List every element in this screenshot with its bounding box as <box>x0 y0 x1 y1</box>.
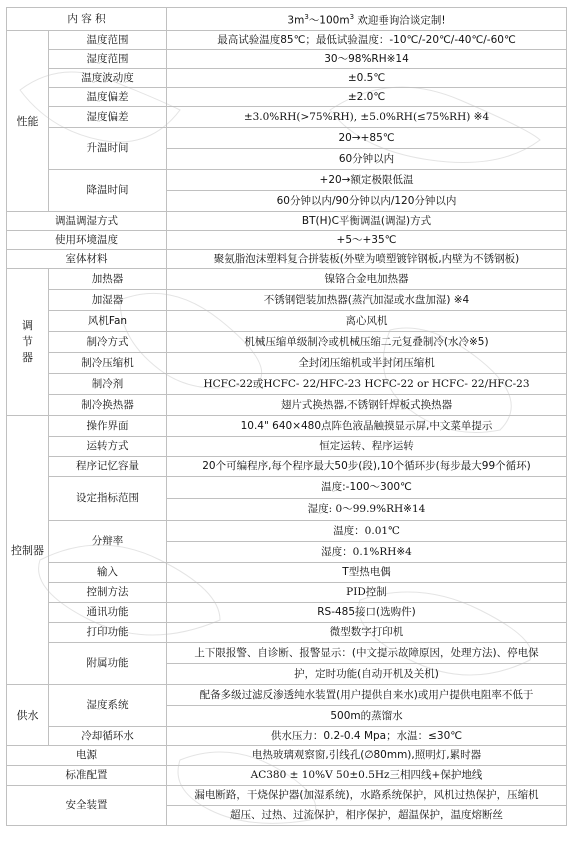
row-value: 漏电断路，干烧保护器(加湿系统)，水路系统保护，风机过热保护，压缩机 <box>167 786 567 806</box>
row-value: 镍铬合金电加热器 <box>167 269 567 290</box>
table-row <box>7 269 567 290</box>
row-value: 温度：0.01℃ <box>167 521 567 542</box>
row-value: PID控制 <box>167 583 567 603</box>
row-value: 20个可编程序,每个程序最大50步(段),10个循环步(每步最大99个循环) <box>167 457 567 477</box>
table-row <box>7 250 567 269</box>
table-row <box>7 437 567 457</box>
table-row <box>7 107 567 128</box>
row-label: 制冷剂 <box>49 374 167 395</box>
table-row <box>7 290 567 311</box>
row-value: +5～+35℃ <box>167 231 567 250</box>
row-value: 最高试验温度85℃；最低试验温度：-10℃/-20℃/-40℃/-60℃ <box>167 31 567 50</box>
table-row <box>7 477 567 499</box>
row-value: ±3.0%RH(>75%RH), ±5.0%RH(≤75%RH) ※4 <box>167 107 567 128</box>
row-label: 湿度偏差 <box>49 107 167 128</box>
table-row <box>7 353 567 374</box>
row-label: 温度偏差 <box>49 88 167 107</box>
row-label: 湿度范围 <box>49 50 167 69</box>
table-row <box>7 563 567 583</box>
table-row <box>7 583 567 603</box>
row-label: 风机Fan <box>49 311 167 332</box>
row-value: 500m的蒸馏水 <box>167 706 567 727</box>
table-row <box>7 212 567 231</box>
row-value: 20→+85℃ <box>167 128 567 149</box>
table-row <box>7 170 567 191</box>
row-value: 翅片式换热器,不锈钢钎焊板式换热器 <box>167 395 567 416</box>
table-row <box>7 88 567 107</box>
row-value: 微型数字打印机 <box>167 623 567 643</box>
row-label: 运转方式 <box>49 437 167 457</box>
row-value: 供水压力：0.2-0.4 Mpa；水温：≤30℃ <box>167 727 567 746</box>
table-row <box>7 8 567 31</box>
row-value: 上下限报警、自诊断、报警显示：(中文提示故障原因，处理方法)、停电保 <box>167 643 567 664</box>
row-value: 护，定时功能(自动开机及关机) <box>167 664 567 685</box>
row-label: 输入 <box>49 563 167 583</box>
row-label: 控制方法 <box>49 583 167 603</box>
row-label: 程序记忆容量 <box>49 457 167 477</box>
row-value: 60分钟以内/90分钟以内/120分钟以内 <box>167 191 567 212</box>
row-label: 制冷压缩机 <box>49 353 167 374</box>
row-value: AC380 ± 10%V 50±0.5Hz三相四线+保护地线 <box>167 766 567 786</box>
table-row <box>7 395 567 416</box>
table-row <box>7 521 567 542</box>
row-value: ±2.0℃ <box>167 88 567 107</box>
row-label: 降温时间 <box>49 170 167 212</box>
row-label: 电源 <box>7 746 167 766</box>
table-row <box>7 50 567 69</box>
table-row <box>7 332 567 353</box>
table-row <box>7 746 567 766</box>
table-row <box>7 643 567 664</box>
table-row <box>7 457 567 477</box>
row-label: 安全装置 <box>7 786 167 826</box>
row-value: 温度:-100～300℃ <box>167 477 567 499</box>
row-value: T型热电偶 <box>167 563 567 583</box>
row-label: 调温调湿方式 <box>7 212 167 231</box>
table-row <box>7 685 567 706</box>
row-label: 分辩率 <box>49 521 167 563</box>
row-label: 设定指标范围 <box>49 477 167 521</box>
row-label: 打印功能 <box>49 623 167 643</box>
table-row <box>7 416 567 437</box>
row-label: 温度范围 <box>49 31 167 50</box>
row-label: 附属功能 <box>49 643 167 685</box>
row-label: 升温时间 <box>49 128 167 170</box>
row-label: 制冷方式 <box>49 332 167 353</box>
row-value: BT(H)C平衡调温(调湿)方式 <box>167 212 567 231</box>
category-performance: 性能 <box>7 31 49 212</box>
header-item-cell: 内 容 积 <box>7 8 167 31</box>
table-row <box>7 69 567 88</box>
table-row <box>7 603 567 623</box>
category-regulation: 调 节 器 <box>7 269 49 416</box>
row-label: 通讯功能 <box>49 603 167 623</box>
row-value: 聚氨脂泡沫塑料复合拼装板(外壁为喷塑镀锌钢板,内壁为不锈钢板) <box>167 250 567 269</box>
table-row <box>7 374 567 395</box>
row-value: HCFC-22或HCFC- 22/HFC-23 HCFC-22 or HCFC- 22/HFC-23 <box>167 374 567 395</box>
row-value: 超压、过热、过流保护，相序保护，超温保护，温度熔断丝 <box>167 806 567 826</box>
table-row <box>7 727 567 746</box>
row-value: RS-485接口(选购件) <box>167 603 567 623</box>
row-value: 配备多级过滤反渗透纯水装置(用户提供自来水)或用户提供电阻率不低于 <box>167 685 567 706</box>
row-label: 操作界面 <box>49 416 167 437</box>
table-row <box>7 231 567 250</box>
row-value: 电热玻璃观察窗,引线孔(∅80mm),照明灯,累时器 <box>167 746 567 766</box>
table-row <box>7 623 567 643</box>
header-value-cell: $3m^3\sim 100m^3$ 欢迎垂询洽谈定制! <box>167 8 567 31</box>
spec-table <box>6 7 567 826</box>
category-controller: 控制器 <box>7 416 49 685</box>
row-value: 不锈钢铠装加热器(蒸汽加湿或水盘加湿) ※4 <box>167 290 567 311</box>
row-label: 湿度系统 <box>49 685 167 727</box>
row-label: 室体材料 <box>7 250 167 269</box>
row-value: 全封闭压缩机或半封闭压缩机 <box>167 353 567 374</box>
row-value: +20→额定极限低温 <box>167 170 567 191</box>
row-value: ±0.5℃ <box>167 69 567 88</box>
row-value: 恒定运转、程序运转 <box>167 437 567 457</box>
table-row <box>7 31 567 50</box>
row-label: 加湿器 <box>49 290 167 311</box>
row-value: 湿度: 0～99.9%RH※14 <box>167 499 567 521</box>
row-label: 加热器 <box>49 269 167 290</box>
row-label: 标准配置 <box>7 766 167 786</box>
row-label: 冷却循环水 <box>49 727 167 746</box>
table-row <box>7 128 567 149</box>
row-value: 60分钟以内 <box>167 149 567 170</box>
table-row <box>7 786 567 806</box>
row-value: 机械压缩单级制冷或机械压缩二元复叠制冷(水冷※5) <box>167 332 567 353</box>
row-label: 温度波动度 <box>49 69 167 88</box>
category-water: 供水 <box>7 685 49 746</box>
row-value: 10.4" 640×480点阵色液晶触摸显示屏,中文菜单提示 <box>167 416 567 437</box>
row-value: 湿度：0.1%RH※4 <box>167 542 567 563</box>
table-row <box>7 766 567 786</box>
table-row <box>7 311 567 332</box>
row-label: 使用环境温度 <box>7 231 167 250</box>
row-label: 制冷换热器 <box>49 395 167 416</box>
row-value: 30～98%RH※14 <box>167 50 567 69</box>
row-value: 离心风机 <box>167 311 567 332</box>
